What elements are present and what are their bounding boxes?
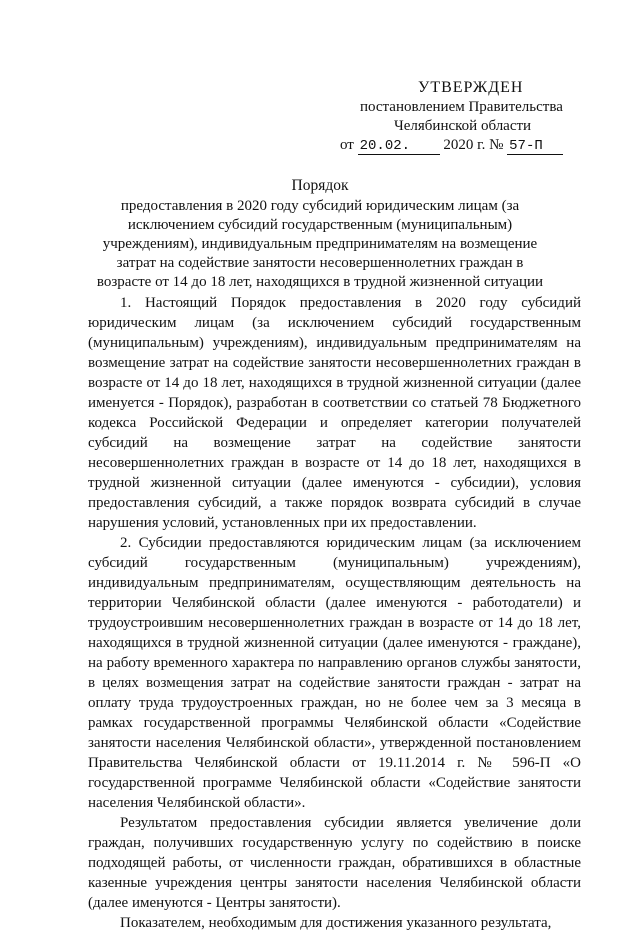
document-body [88,293,581,933]
approval-from-prefix: от [340,137,354,153]
paragraph-3: Результатом предоставления субсидии является увеличение доли граждан, получивших государственную услугу по содействию в поиске подходящей работы, от численности граждан, обратившихся в областные казенные учреждения центры занятости населения Челябинской области (далее именуются - Центры занятости). [88,815,581,911]
approval-heading: УТВЕРЖДЕН [418,79,524,96]
approval-stamp [340,78,600,155]
approval-line-1: постановлением Правительства [360,99,563,115]
title-heading: Порядок [291,177,349,194]
approval-number-filled: 57-П [507,139,563,155]
approval-date-line [340,136,600,155]
paragraph-2: 2. Субсидии предоставляются юридическим лицам (за исключением субсидий государственным (муниципальным) учреждениям), индивидуальным предпринимателям, осуществляющим деятельность на территории Челябинской области (далее именуются - работодатели) и трудоустроившим несовершеннолетних граждан в возрасте от 14 до 18 лет, находящихся в трудной жизненной ситуации (далее именуются - граждане), на работу временного характера по направлению органов службы занятости, в целях возмещения затрат на содействие занятости граждан - затрат на оплату труда трудоустроенных граждан, но не более чем за 3 месяца в рамках государственной программы Челябинской области «Содействие занятости населения Челябинской области», утвержденной постановлением Правительства Челябинской области от 19.11.2014 г. № 596-П «О государственной программе Челябинской области «Содействие занятости населения Челябинской области». [88,535,581,811]
approval-year-text: 2020 г. № [443,137,504,153]
approval-date-filled: 20.02. [358,139,440,155]
document-title [90,176,550,292]
paragraph-4: Показателем, необходимым для достижения указанного результата, [120,915,552,931]
approval-line-2: Челябинской области [394,118,532,134]
title-subtitle: предоставления в 2020 году субсидий юридическим лицам (за исключением субсидий государственным (муниципальным) учреждениям), индивидуальным предпринимателям на возмещение затрат на содействие занятости несовершеннолетних граждан в возрасте от 14 до 18 лет, находящихся в трудной жизненной ситуации [96,198,544,290]
paragraph-1: 1. Настоящий Порядок предоставления в 2020 году субсидий юридическим лицам (за исключением субсидий государственным (муниципальным) учреждениям), индивидуальным предпринимателям на возмещение затрат на содействие занятости несовершеннолетних граждан в возрасте от 14 до 18 лет, находящихся в трудной жизненной ситуации (далее именуется - Порядок), разработан в соответствии со статьей 78 Бюджетного кодекса Российской Федерации и определяет категории получателей субсидий на возмещение затрат на содействие занятости несовершеннолетних граждан в возрасте от 14 до 18 лет, находящихся в трудной жизненной ситуации (далее именуются - субсидии), условия предоставления субсидий, а также порядок возврата субсидий в случае нарушения условий, установленных при их предоставлении. [88,295,581,531]
